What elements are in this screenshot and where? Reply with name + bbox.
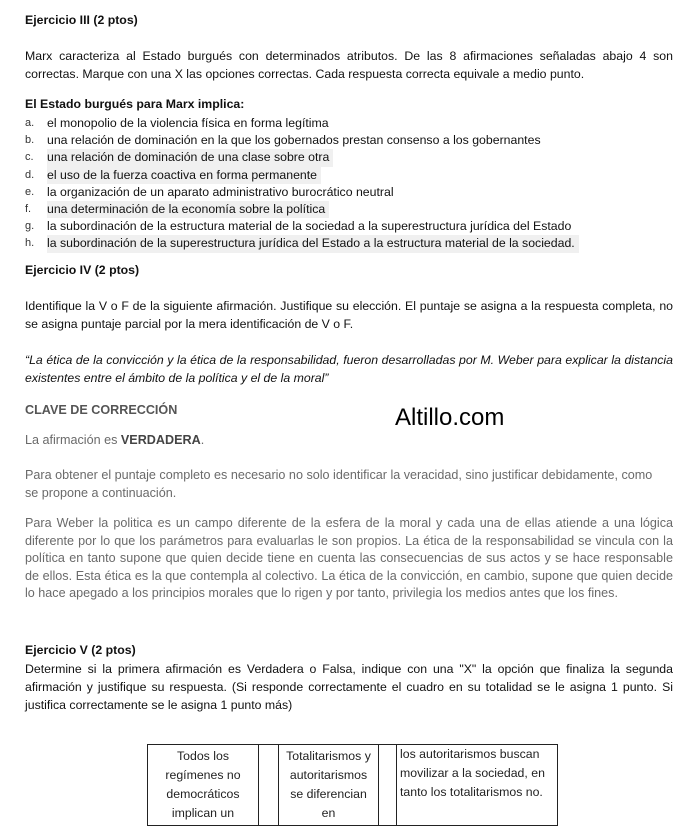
key-title: CLAVE DE CORRECCIÓN: [25, 403, 178, 417]
option-b[interactable]: [25, 132, 673, 149]
option-e[interactable]: [25, 184, 673, 201]
exercise-4-title: Ejercicio IV (2 ptos): [25, 263, 140, 277]
option-f[interactable]: [25, 201, 673, 218]
option-text: el monopolio de la violencia física en forma legítima: [47, 116, 329, 130]
option-text: la organización de un aparato administrativo burocrático neutral: [47, 184, 394, 199]
option-a[interactable]: [25, 115, 673, 132]
option-letter: e.: [25, 185, 35, 198]
option-letter: d.: [25, 168, 35, 181]
exercise-5-intro: Determine si la primera afirmación es Verdadera o Falsa, indique con una "X" la opción que finaliza la segunda afirmación y justifique su respuesta. (Si responde correctamente el cuadro en su totalidad se le asigna 1 punto. Si justifica correctamente se le asigna 1 punto más): [25, 662, 673, 712]
table-checkbox-1[interactable]: [259, 745, 279, 826]
option-text: la subordinación de la superestructura jurídica del Estado a la estructura material de la sociedad.: [47, 235, 579, 252]
option-letter: g.: [25, 220, 35, 233]
answer-table: [147, 744, 558, 826]
option-letter: f.: [25, 203, 32, 216]
option-text: la subordinación de la estructura material de la sociedad a la superestructura jurídica del Estado: [47, 219, 572, 234]
table-cell-statement-1: Todos los regímenes no democráticos implican un: [148, 745, 259, 826]
option-text: una relación de dominación de una clase sobre otra: [47, 149, 333, 166]
answer-value: VERDADERA: [120, 433, 201, 447]
exercise-5-title: Ejercicio V (2 ptos): [25, 643, 136, 657]
exercise-3-list-title: El Estado burgués para Marx implica:: [25, 97, 245, 111]
exercise-4-intro: Identifique la V o F de la siguiente afirmación. Justifique su elección. El puntaje se asigna a la respuesta completa, no se asigna puntaje parcial por la mera identificación de V o F.: [25, 299, 673, 331]
option-text: el uso de la fuerza coactiva en forma permanente: [47, 167, 321, 184]
option-h[interactable]: [25, 235, 673, 252]
option-letter: c.: [25, 151, 34, 164]
key-paragraph-1: Para obtener el puntaje completo es necesario no solo identificar la veracidad, sino justificar debidamente, como se propone a continuación.: [25, 468, 653, 500]
answer-suffix: .: [200, 433, 205, 447]
option-g[interactable]: [25, 218, 673, 235]
key-answer: [25, 433, 673, 447]
option-letter: b.: [25, 134, 35, 147]
watermark: Altillo.com: [395, 404, 505, 431]
answer-prefix: La afirmación es: [25, 433, 121, 447]
option-letter: a.: [25, 117, 35, 129]
exercise-3-intro: Marx caracteriza al Estado burgués con determinados atributos. De las 8 afirmaciones señaladas abajo 4 son correctas. Marque con una X las opciones correctas. Cada respuesta correcta equivale a medio punto.: [25, 49, 673, 81]
option-text: una determinación de la economía sobre la política: [47, 201, 329, 218]
option-d[interactable]: [25, 167, 673, 184]
options-list: [25, 115, 673, 253]
option-text: una relación de dominación en la que los gobernados prestan consenso a los gobernantes: [47, 133, 541, 148]
table-cell-option: los autoritarismos buscan movilizar a la sociedad, en tanto los totalitarismos no.: [397, 745, 558, 826]
table-checkbox-2[interactable]: [379, 745, 397, 826]
exercise-4-quote: “La ética de la convicción y la ética de la responsabilidad, fueron desarrolladas por M. Weber para explicar la distancia existentes entre el ámbito de la política y el de la moral”: [25, 353, 673, 385]
key-paragraph-2: Para Weber la politica es un campo diferente de la esfera de la moral y cada una de ellas atiende a una lógica diferente por lo que los parámetros para evaluarlas le son propios. La ética de la responsabilidad se vincula con la política en tanto supone que quien decide tiene en cuenta las consecuencias de sus actos y se hace responsable de ellos. Esta ética es la que contempla al colectivo. La ética de la convicción, en cambio, supone que quien decide lo hace apegado a los principios morales que lo rigen y por tanto, privilegia los medios antes que los fines.: [25, 516, 673, 601]
exercise-3-title: Ejercicio III (2 ptos): [25, 13, 138, 27]
table-cell-statement-2: Totalitarismos y autoritarismos se diferencian en: [279, 745, 379, 826]
option-c[interactable]: [25, 149, 673, 166]
option-letter: h.: [25, 237, 35, 250]
